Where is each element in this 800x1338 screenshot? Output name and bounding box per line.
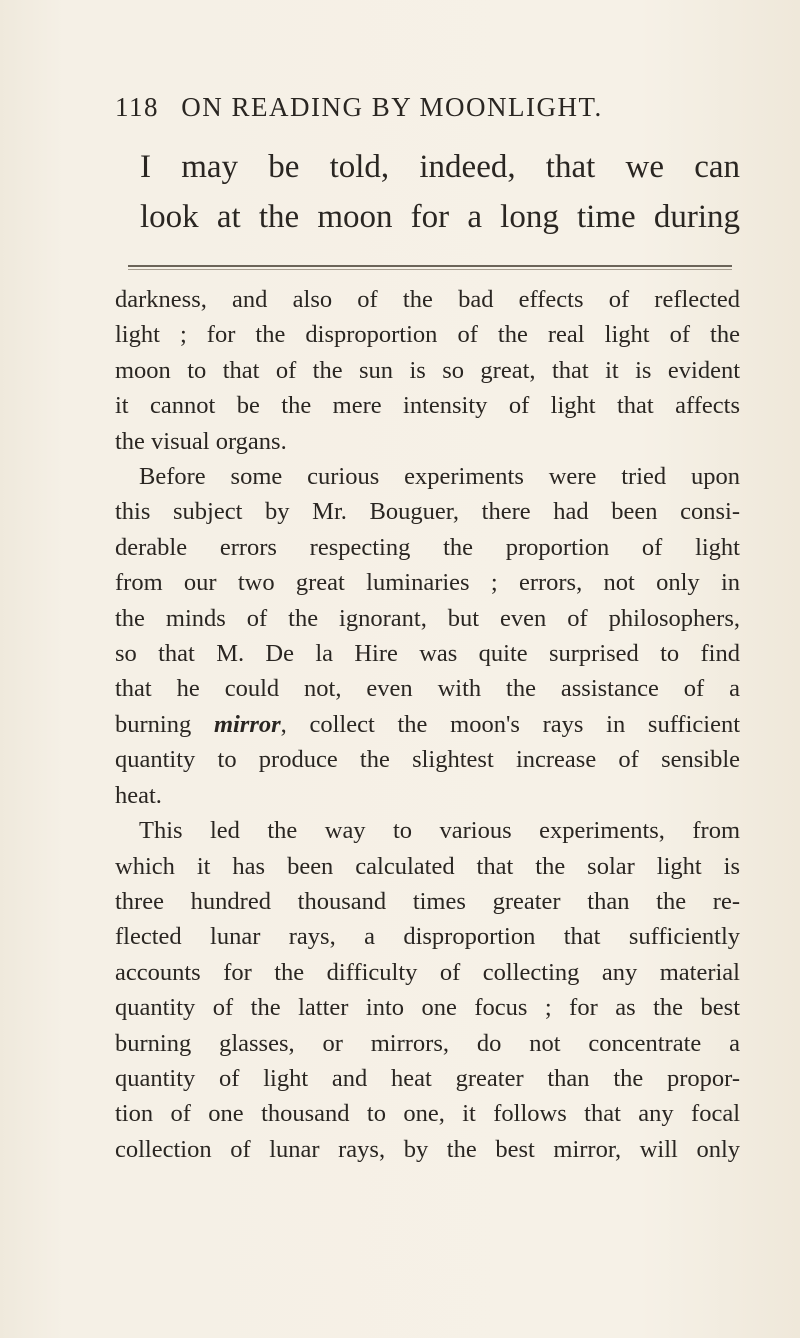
text-line: This led the way to various experiments, from <box>139 817 740 845</box>
text-line: burning glasses, or mirrors, do not concentrate a <box>115 1029 740 1057</box>
text-line: the visual organs. <box>115 427 287 455</box>
text-line: three hundred thousand times greater than the re- <box>115 887 740 915</box>
text-line: Before some curious experiments were tried upon <box>139 463 740 491</box>
text-segment: burning <box>115 710 214 738</box>
text-line: tion of one thousand to one, it follows that any focal <box>115 1100 740 1128</box>
text-line: quantity of the latter into one focus ; for as the best <box>115 994 740 1022</box>
text-line: quantity of light and heat greater than the propor- <box>115 1064 740 1092</box>
lead-line: look at the moon for a long time during <box>140 199 740 235</box>
text-line: heat. <box>115 781 162 809</box>
text-line: which it has been calculated that the solar light is <box>115 852 740 880</box>
text-line: so that M. De la Hire was quite surprised to find <box>115 640 740 668</box>
text-line: from our two great luminaries ; errors, not only in <box>115 569 740 597</box>
text-line-with-italic <box>115 707 740 742</box>
text-line: moon to that of the sun is so great, that it is evident <box>115 356 740 384</box>
text-line: darkness, and also of the bad effects of reflected <box>115 286 740 313</box>
text-line: light ; for the disproportion of the real light of the <box>115 321 740 349</box>
text-segment: , collect the moon's rays in sufficient <box>280 710 740 738</box>
text-line: the minds of the ignorant, but even of philosophers, <box>115 604 740 632</box>
text-line: flected lunar rays, a disproportion that sufficiently <box>115 923 740 951</box>
body-text <box>115 282 740 1167</box>
text-line: that he could not, even with the assistance of a <box>115 675 740 703</box>
running-header <box>115 92 715 132</box>
text-line: this subject by Mr. Bouguer, there had been consi- <box>115 498 740 526</box>
text-line: accounts for the difficulty of collecting any material <box>115 958 740 986</box>
text-line: it cannot be the mere intensity of light that affects <box>115 392 740 420</box>
text-line: quantity to produce the slightest increase of sensible <box>115 746 740 774</box>
page-number: 118 <box>115 92 159 122</box>
text-line: derable errors respecting the proportion of light <box>115 533 740 561</box>
section-divider <box>128 265 732 267</box>
lead-text-block <box>140 142 740 242</box>
italic-word: mirror <box>213 710 281 738</box>
text-line: collection of lunar rays, by the best mirror, will only <box>115 1135 740 1163</box>
lead-line: I may be told, indeed, that we can <box>140 149 740 185</box>
running-title: ON READING BY MOONLIGHT. <box>181 92 603 122</box>
